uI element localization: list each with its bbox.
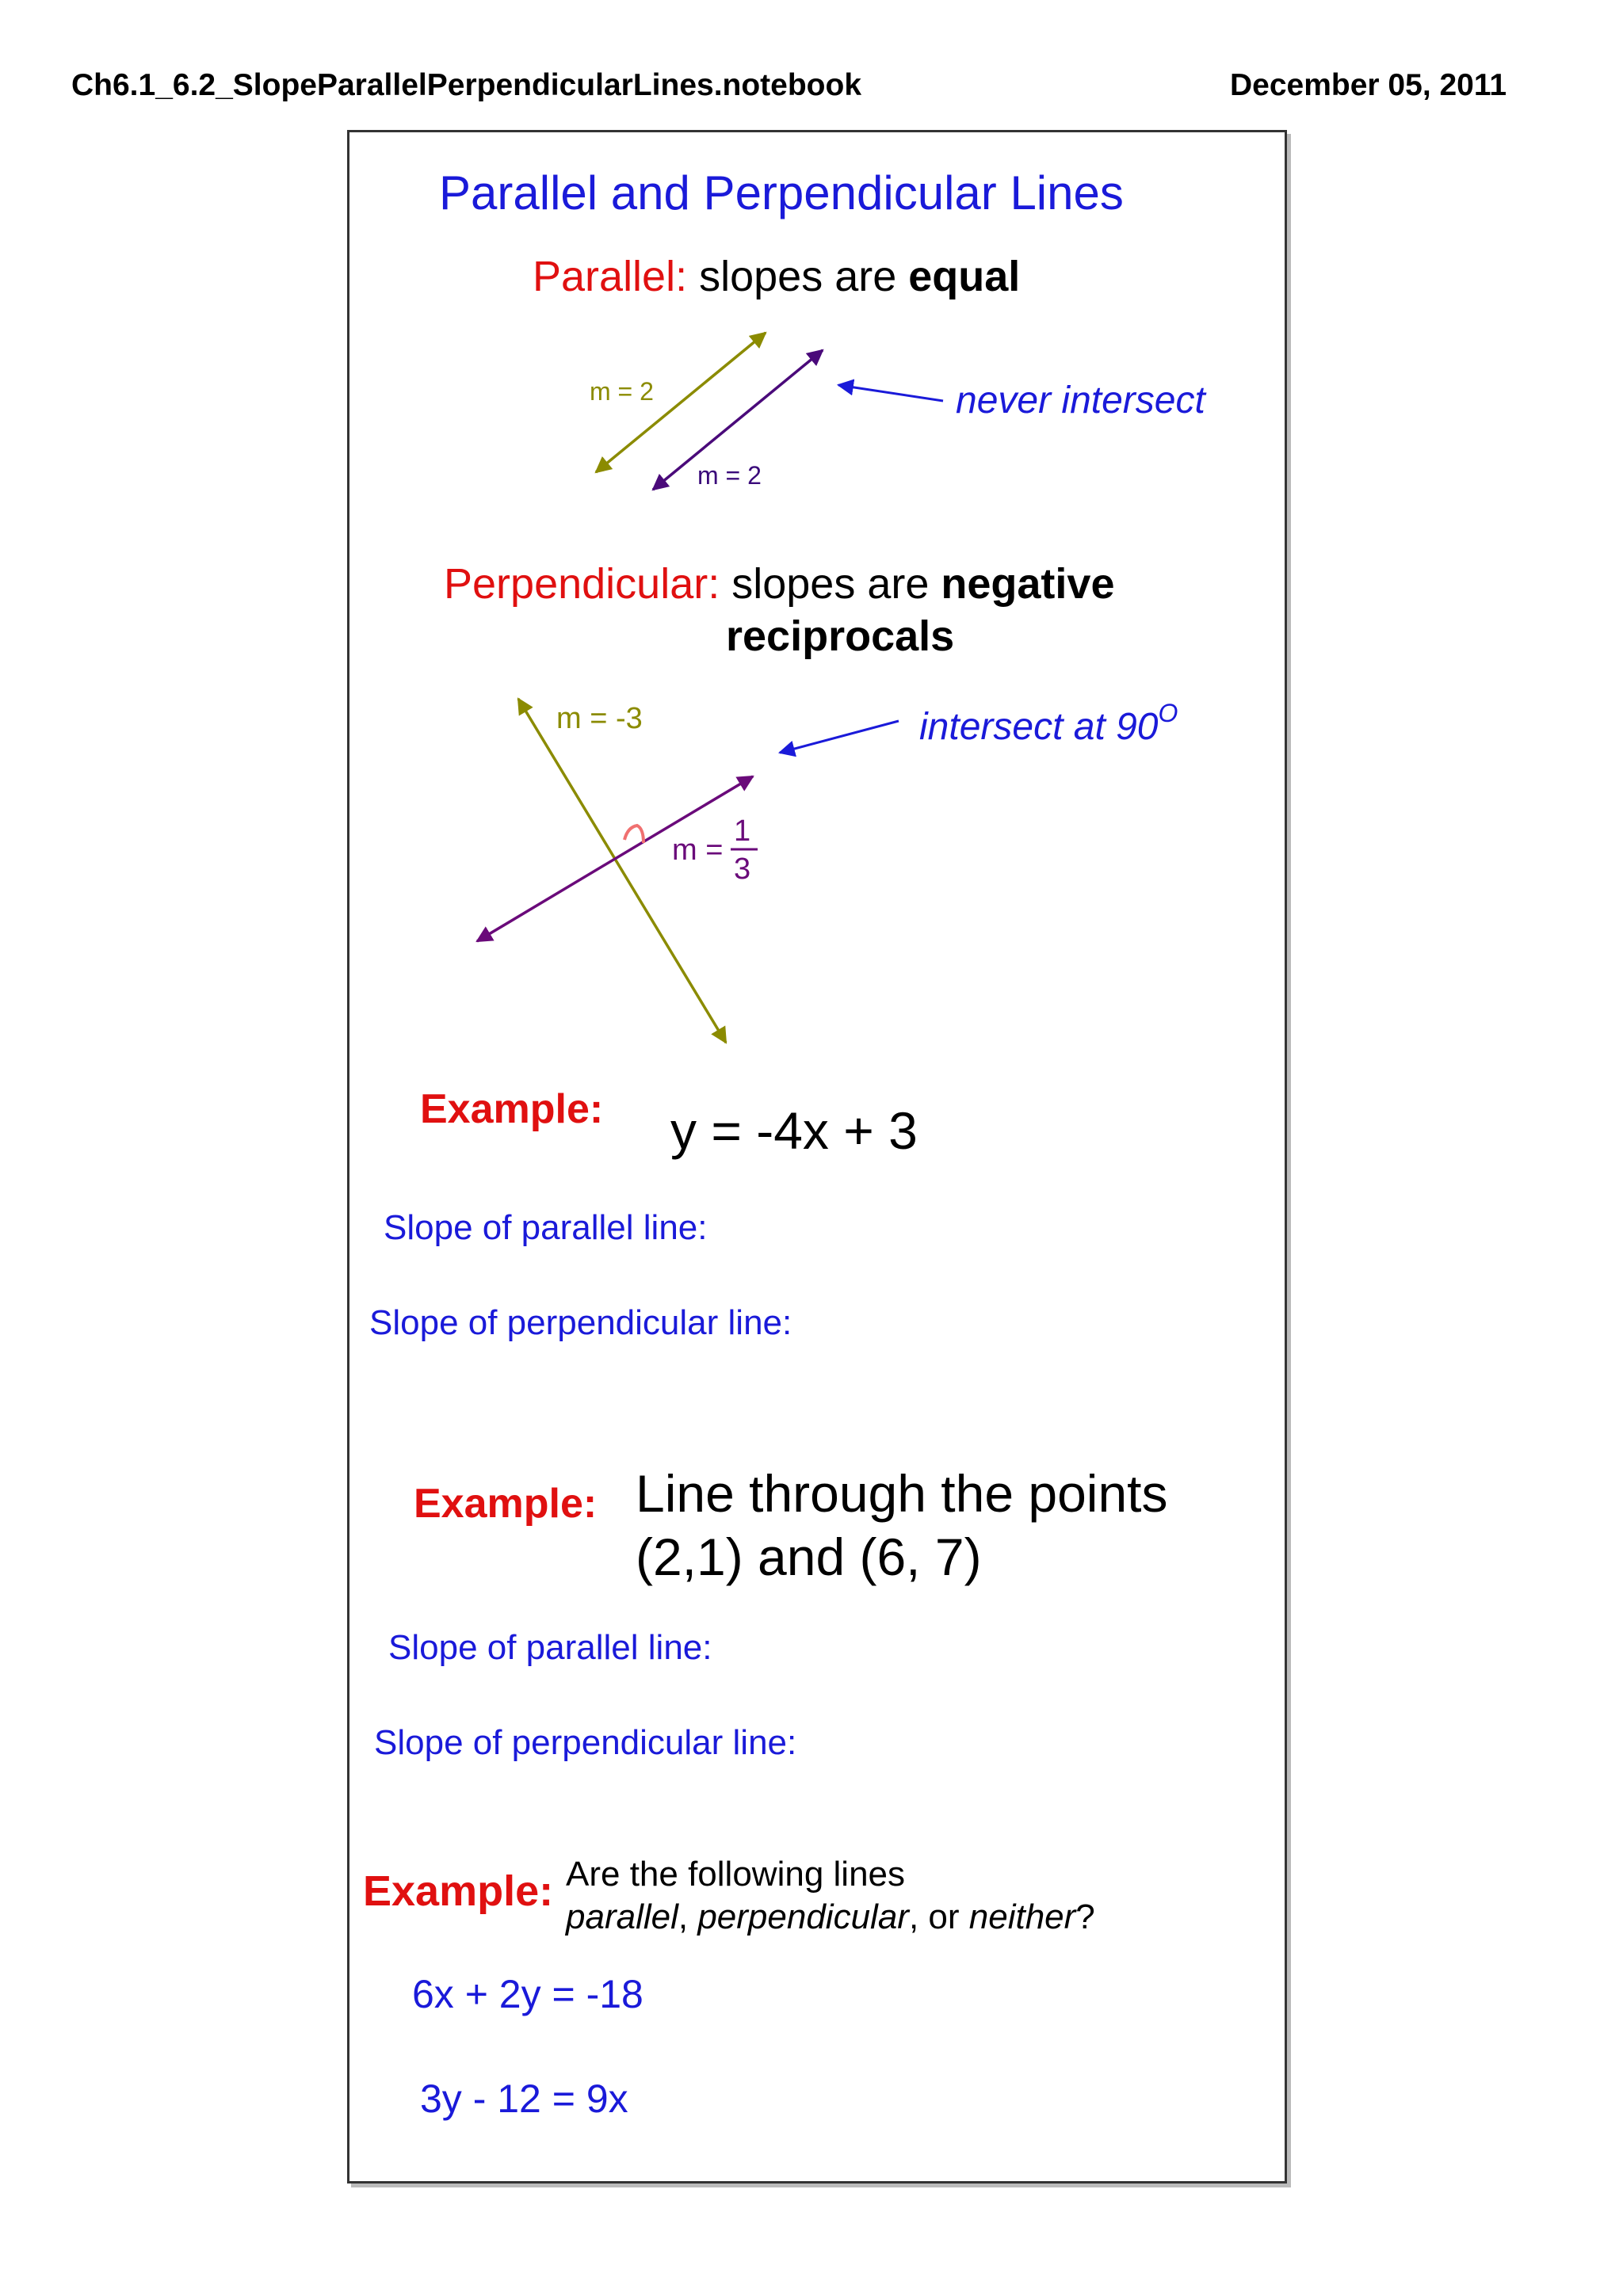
example-1-parallel-prompt: Slope of parallel line: (384, 1208, 708, 1247)
page-title: Parallel and Perpendicular Lines (439, 166, 1124, 219)
example-1-label: Example: (420, 1086, 604, 1132)
never-intersect-arrow (838, 385, 943, 401)
document-filename: Ch6.1_6.2_SlopeParallelPerpendicularLines.notebook (71, 68, 862, 102)
parallel-slope-label-right: m = 2 (697, 461, 762, 490)
option-perpendicular: perpendicular (697, 1897, 909, 1936)
intersect-arrow (780, 721, 899, 753)
degree-superscript: O (1158, 699, 1178, 727)
perpendicular-line-shallow (477, 776, 753, 941)
example-2-perpendicular-prompt: Slope of perpendicular line: (374, 1723, 797, 1762)
perpendicular-emphasis-2: reciprocals (726, 612, 955, 660)
parallel-line-purple (653, 350, 823, 490)
parallel-emphasis: equal (908, 253, 1021, 300)
example-1-perpendicular-prompt: Slope of perpendicular line: (369, 1303, 792, 1342)
parallel-desc: slopes are (699, 253, 909, 300)
parallel-line-olive (596, 333, 766, 472)
perpendicular-term: Perpendicular: (444, 560, 720, 608)
example-2-line-1: Line through the points (636, 1464, 1168, 1523)
perpendicular-line-steep (518, 699, 726, 1043)
document-date: December 05, 2011 (1230, 68, 1507, 102)
right-angle-mark (624, 826, 643, 843)
example-3-question-line-1: Are the following lines (566, 1855, 906, 1894)
intersect-note-text: intersect at 90 (919, 706, 1159, 748)
perpendicular-desc: slopes are (731, 560, 941, 608)
parallel-slope-label-left: m = 2 (590, 377, 654, 406)
example-2-label: Example: (414, 1481, 598, 1527)
example-2-line-2: (2,1) and (6, 7) (636, 1527, 982, 1586)
steep-slope-label: m = -3 (556, 702, 643, 735)
option-parallel: parallel (566, 1897, 678, 1936)
example-1-equation: y = -4x + 3 (670, 1101, 918, 1160)
separator-1: , (678, 1897, 698, 1936)
example-2-parallel-prompt: Slope of parallel line: (388, 1628, 712, 1667)
shallow-slope-denominator: 3 (734, 852, 751, 886)
example-3-label: Example: (363, 1867, 554, 1915)
separator-2: , or (908, 1897, 969, 1936)
example-3-equation-2: 3y - 12 = 9x (420, 2077, 628, 2121)
option-neither: neither (968, 1897, 1076, 1936)
perpendicular-emphasis-1: negative (941, 560, 1115, 608)
shallow-slope-numerator: 1 (734, 814, 751, 848)
example-3-equation-1: 6x + 2y = -18 (412, 1972, 643, 2016)
question-mark: ? (1075, 1897, 1095, 1936)
shallow-slope-prefix: m = (672, 833, 724, 867)
parallel-term: Parallel: (533, 253, 688, 300)
never-intersect-note: never intersect (956, 379, 1205, 421)
